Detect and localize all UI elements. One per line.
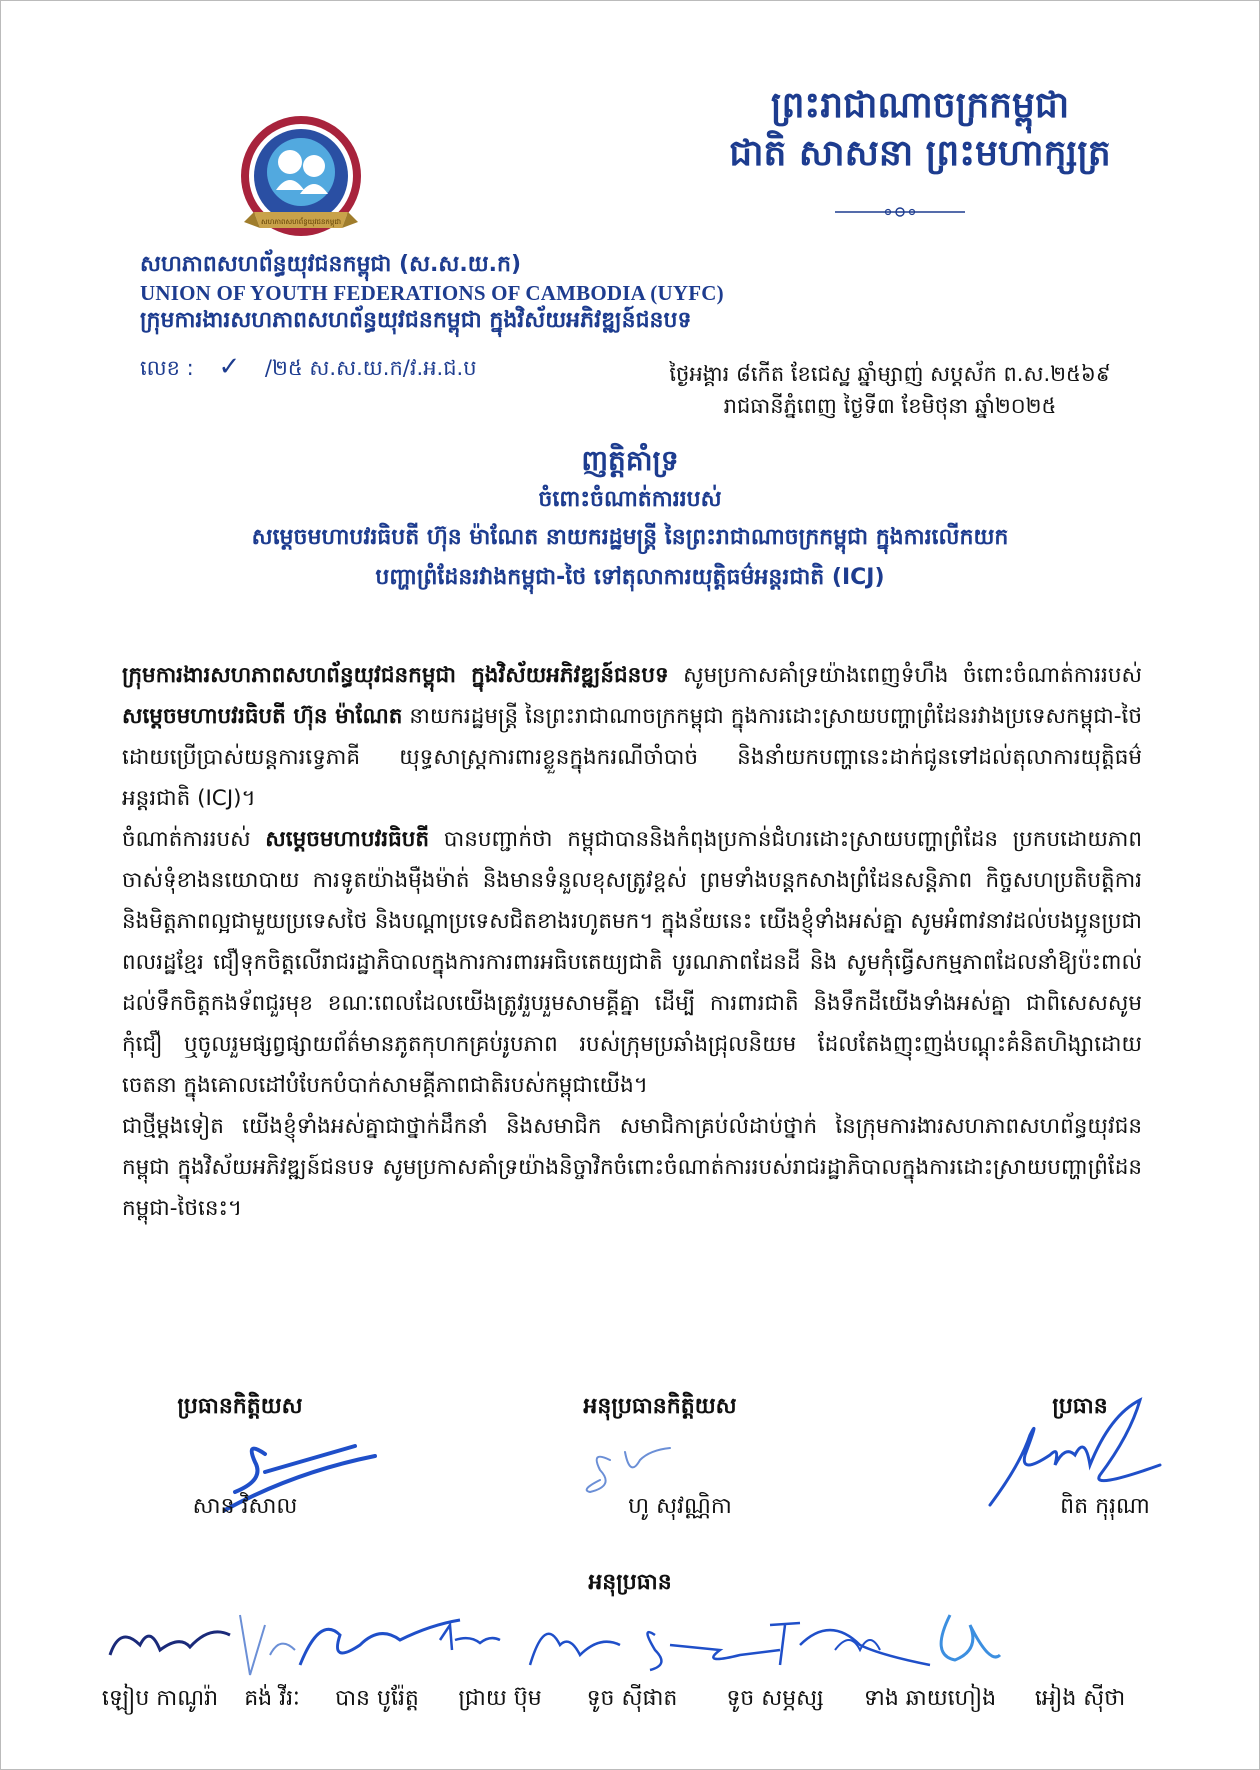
honorary-vice-title: អនុប្រធានកិត្តិយស (583, 1394, 737, 1419)
document-title (120, 440, 1140, 598)
vice-name-3: បាន បូរ៉ែត្ត (335, 1686, 419, 1711)
honorary-president-title: ប្រធានកិត្តិយស (177, 1394, 303, 1419)
vice-name-2: គង់ វីរៈ (244, 1686, 300, 1711)
paragraph-3: ជាថ្មីម្តងទៀត យើងខ្ញុំទាំងអស់គ្នាជាថ្នាក់ដឹកនាំ និងសមាជិក សមាជិកាគ្រប់លំដាប់ថ្នាក់ នៃក្រុមការងារសហភាពសហព័ន្ធយុវជនកម្ពុជា ក្នុងវិស័យអភិវឌ្ឍន៍ជនបទ សូមប្រកាសគាំទ្រយ៉ាងនិច្ចាវិកចំពោះចំណាត់ការរបស់រាជរដ្ឋាភិបាលក្នុងការដោះស្រាយបញ្ហាព្រំដែនកម្ពុជា-ថៃនេះ។ (122, 1114, 1142, 1221)
honorary-vice-name: ហូ សុវណ្ណិកា (628, 1494, 732, 1519)
title-line4: បញ្ហាព្រំដែនរវាងកម្ពុជា-ថៃ ទៅតុលាការយុត្តិធម៌អន្តរជាតិ (ICJ) (375, 565, 885, 590)
org-name-en: UNION OF YOUTH FEDERATIONS OF CAMBODIA (UYFC) (140, 281, 724, 305)
organization-block (140, 250, 1040, 336)
kingdom-line2: ជាតិ សាសនា ព្រះមហាក្សត្រ (729, 133, 1111, 174)
p1-text-a: សូមប្រកាសគាំទ្រយ៉ាងពេញទំហឹង ចំពោះចំណាត់ការរបស់ (668, 663, 1142, 688)
title-main: ញត្តិគាំទ្រ (581, 444, 679, 477)
p1-bold-b: សម្តេចមហាបវរធិបតី ហ៊ុន ម៉ាណែត (122, 704, 403, 729)
paragraph-2 (122, 819, 1142, 1106)
uyfc-logo-icon (232, 112, 370, 250)
logo-label: សហភាពសហព័ន្ធយុវជនកម្ពុជា (261, 218, 341, 226)
reference-number (140, 352, 477, 383)
paragraph-1 (122, 655, 1142, 819)
title-line3: សម្តេចមហាបវរធិបតី ហ៊ុន ម៉ាណែត នាយករដ្ឋមន្ត្រី នៃព្រះរាជាណាចក្រកម្ពុជា ក្នុងការលើកយក (251, 525, 1009, 550)
org-unit-kh: ក្រុមការងារសហភាពសហព័ន្ធយុវជនកម្ពុជា ក្នុងវិស័យអភិវឌ្ឍន៍ជនបទ (140, 308, 692, 333)
check-mark-icon: ✓ (218, 352, 241, 382)
kingdom-line1: ព្រះរាជាណាចក្រកម្ពុជា (770, 85, 1070, 126)
body-text (122, 655, 1142, 1229)
p2-text-a: ចំណាត់ការរបស់ (122, 827, 266, 852)
kingdom-header (700, 82, 1140, 178)
vice-name-6: ទូច សម្ភស្ស (726, 1686, 824, 1711)
p1-text-b: នាយករដ្ឋមន្ត្រី នៃព្រះរាជាណាចក្រកម្ពុជា ក្នុងការដោះស្រាយបញ្ហាព្រំដែនរវាងប្រទេសកម្ពុជា-ថៃ ដោយប្រើប្រាស់យន្តការទ្វេភាគី យុទ្ធសាស្ត្រការពារខ្លួនក្នុងករណីចាំបាច់ និងនាំយកបញ្ហានេះដាក់ជូនទៅដល់តុលាការយុត្តិធម៌អន្តរជាតិ (ICJ)។ (122, 704, 1142, 811)
p1-bold-a: ក្រុមការងារសហភាពសហព័ន្ធយុវជនកម្ពុជា ក្នុងវិស័យអភិវឌ្ឍន៍ជនបទ (122, 663, 669, 688)
vice-name-5: ទូច ស៊ីផាត (586, 1686, 678, 1711)
president-title: ប្រធាន (1052, 1394, 1108, 1419)
title-sub: ចំពោះចំណាត់ការរបស់ (538, 487, 722, 512)
ornament-divider (835, 206, 965, 218)
vice-name-4: ជ្រាយ ប៊ុម (458, 1686, 542, 1711)
vice-name-1: ឡៀប កាណូរ៉ា (101, 1686, 219, 1711)
ref-prefix: លេខ : (140, 356, 194, 380)
honorary-president-name: សាន វិសាល (192, 1494, 298, 1519)
solar-date: រាជធានីភ្នំពេញ ថ្ងៃទី៣ ខែមិថុនា ឆ្នាំ២០២៥ (723, 394, 1057, 418)
vice-president-title: អនុប្រធាន (588, 1570, 672, 1595)
vice-president-signatures (100, 1595, 1140, 1685)
date-block (630, 358, 1150, 422)
president-name: ពិត កុរុណា (1060, 1494, 1150, 1519)
lunar-date: ថ្ងៃអង្គារ ៨កើត ខែជេស្ឋ ឆ្នាំម្សាញ់ សប្តស័ក ព.ស.២៥៦៩ (669, 362, 1111, 386)
org-name-kh: សហភាពសហព័ន្ធយុវជនកម្ពុជា (ស.ស.យ.ក) (140, 252, 522, 277)
vice-name-8: អៀង ស៊ីថា (1034, 1686, 1126, 1711)
vice-name-7: ទាង ឆាយហៀង (863, 1686, 997, 1711)
p2-text-b: បានបញ្ជាក់ថា កម្ពុជាបាននិងកំពុងប្រកាន់ជំហរដោះស្រាយបញ្ហាព្រំដែន ប្រកបដោយភាពចាស់ទុំខាងនយោបាយ ការទូតយ៉ាងម៉ឺងម៉ាត់ និងមានទំនួលខុសត្រូវខ្ពស់ ព្រមទាំងបន្តកសាងព្រំដែនសន្តិភាព កិច្ចសហប្រតិបត្តិការ និងមិត្តភាពល្អជាមួយប្រទេសថៃ និងបណ្តាប្រទេសជិតខាងរហូតមក។ ក្នុងន័យនេះ យើងខ្ញុំទាំងអស់គ្នា សូមអំពាវនាវដល់បងប្អូនប្រជាពលរដ្ឋខ្មែរ ជឿទុកចិត្តលើរាជរដ្ឋាភិបាលក្នុងការការពារអធិបតេយ្យជាតិ បូរណភាពដែនដី និង សូមកុំធ្វើសកម្មភាពដែលនាំឱ្យប៉ះពាល់ដល់ទឹកចិត្តកងទ័ពជួរមុខ ខណៈពេលដែលយើងត្រូវរួបរួមសាមគ្គីគ្នា ដើម្បី ការពារជាតិ និងទឹកដីយើងទាំងអស់គ្នា ជាពិសេសសូមកុំជឿ ឬចូលរួមផ្សព្វផ្សាយព័ត៌មានភូតកុហកគ្រប់រូបភាព របស់ក្រុមប្រឆាំងជ្រុលនិយម ដែលតែងញុះញង់បណ្តុះគំនិតហិង្សាដោយចេតនា ក្នុងគោលដៅបំបែកបំបាក់សាមគ្គីភាពជាតិរបស់កម្ពុជាយើង។ (122, 827, 1142, 1098)
ref-suffix: /២៥ ស.ស.យ.ក/វ.អ.ជ.ប (264, 356, 477, 380)
p2-bold: សម្តេចមហាបវរធិបតី (265, 827, 430, 852)
